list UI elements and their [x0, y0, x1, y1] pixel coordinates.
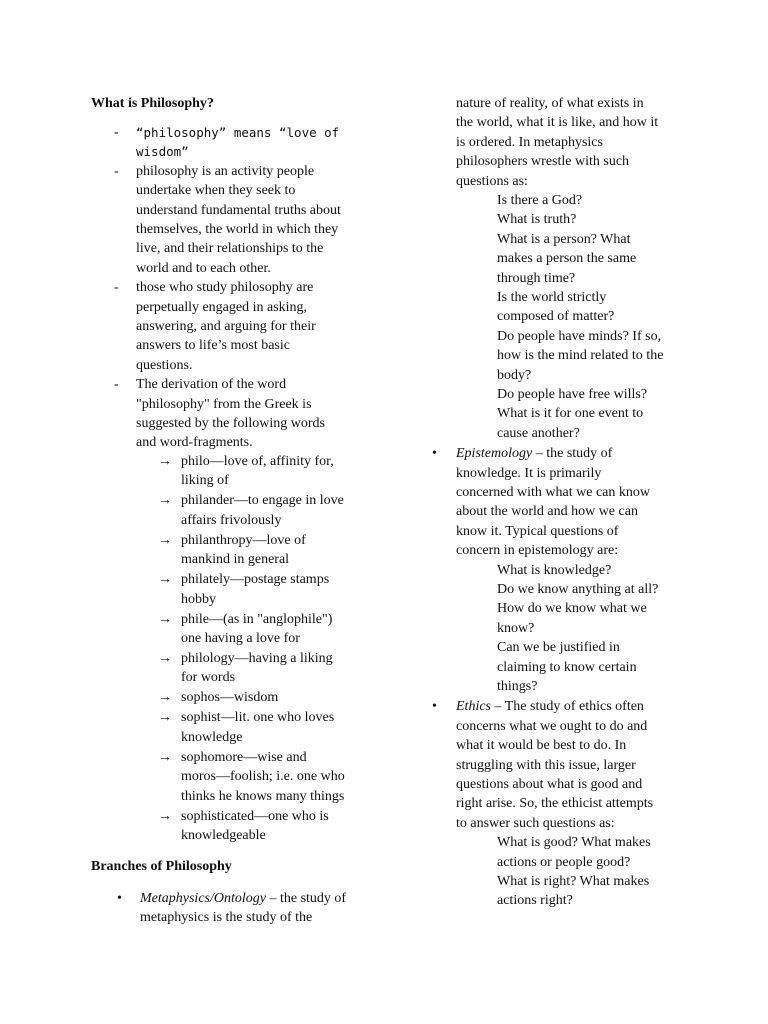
- list-item-line: answering, and arguing for their: [136, 319, 316, 334]
- term-rest: – the study of: [265, 891, 347, 906]
- question-line: What is a person? What: [497, 231, 631, 247]
- paragraph-line: philosophers wrestle with such: [456, 154, 630, 170]
- list-item-line: knowledge: [181, 729, 243, 745]
- paragraph-line: to answer such questions as:: [456, 815, 615, 831]
- page-heading: What is Philosophy?: [91, 96, 214, 111]
- arrow-icon: →: [158, 532, 172, 548]
- paragraph-line: what it would be best to do. In: [456, 738, 627, 754]
- question-line: cause another?: [497, 425, 580, 441]
- list-item-line: The derivation of the word: [136, 377, 287, 393]
- question-line: how is the mind related to the: [497, 348, 664, 364]
- section-heading: Branches of Philosophy: [91, 859, 232, 874]
- dash-marker: -: [114, 377, 119, 393]
- dash-marker: -: [114, 125, 119, 140]
- arrow-icon: →: [158, 454, 172, 469]
- list-item-line: understand fundamental truths about: [136, 202, 341, 218]
- list-item-line: phile—(as in "anglophile"): [181, 611, 333, 627]
- term-epistemology: Epistemology: [456, 446, 533, 462]
- list-item-line: "philosophy" from the Greek is: [136, 396, 312, 412]
- paragraph-line: the world, what it is like, and how it: [456, 115, 659, 131]
- arrow-icon: →: [158, 651, 172, 666]
- paragraph-line: about the world and how we can: [456, 504, 638, 520]
- list-item-line: hobby: [181, 591, 216, 607]
- list-item-line: answers to life’s most basic: [136, 338, 290, 354]
- list-item-line: [140, 889, 346, 908]
- list-item-line: moros—foolish; i.e. one who: [181, 769, 345, 785]
- dash-marker: -: [114, 163, 119, 179]
- question-line: How do we know what we: [497, 601, 647, 617]
- list-item-line: “philosophy” means “love of: [136, 125, 340, 140]
- question-line: Do people have free wills?: [497, 387, 648, 402]
- arrow-icon: →: [158, 808, 172, 824]
- question-line: Is there a God?: [497, 193, 583, 208]
- bullet-marker: •: [432, 699, 437, 715]
- question-line: body?: [497, 367, 532, 383]
- question-line: What is truth?: [497, 212, 577, 228]
- list-item-line: philo—love of, affinity for,: [181, 454, 334, 469]
- list-item-line: mankind in general: [181, 552, 290, 568]
- list-item-line: one having a love for: [181, 631, 300, 646]
- list-item-line: wisdom”: [136, 144, 189, 160]
- list-item-line: undertake when they seek to: [136, 183, 296, 199]
- term-metaphysics: Metaphysics/Ontology: [140, 891, 266, 906]
- list-item-line: themselves, the world in which they: [136, 222, 339, 237]
- question-line: claiming to know certain: [497, 659, 637, 675]
- question-line: Do people have minds? If so,: [497, 328, 662, 344]
- list-item-line: those who study philosophy are: [136, 280, 314, 296]
- list-item-line: philosophy is an activity people: [136, 163, 315, 179]
- arrow-icon: →: [158, 572, 172, 588]
- dash-marker: -: [114, 280, 119, 296]
- question-line: know?: [497, 620, 535, 636]
- question-line: Do we know anything at all?: [497, 582, 659, 597]
- list-item-line: perpetually engaged in asking,: [136, 299, 308, 315]
- list-item-line: questions.: [136, 357, 193, 373]
- paragraph-line: concerns what we ought to do and: [456, 718, 648, 734]
- arrow-icon: →: [158, 611, 172, 627]
- paragraph-line: struggling with this issue, larger: [456, 757, 636, 773]
- question-line: through time?: [497, 270, 576, 286]
- paragraph-line: concerned with what we can know: [456, 485, 650, 500]
- question-line: Can we be justified in: [497, 640, 620, 656]
- paragraph-line: questions about what is good and: [456, 777, 643, 792]
- bullet-marker: •: [432, 446, 437, 462]
- list-item-line: for words: [181, 670, 236, 686]
- list-item-line: philately—postage stamps: [181, 572, 330, 588]
- list-item-line: philanthropy—love of: [181, 532, 306, 548]
- term-ethics: Ethics: [456, 699, 491, 715]
- question-line: What is knowledge?: [497, 562, 612, 578]
- question-line: actions or people good?: [497, 854, 631, 870]
- list-item-line: live, and their relationships to the: [136, 241, 324, 257]
- list-item-line: affairs frivolously: [181, 512, 282, 528]
- list-item-line: sophisticated—one who is: [181, 808, 329, 824]
- paragraph-line: nature of reality, of what exists in: [456, 96, 644, 111]
- paragraph-line: concern in epistemology are:: [456, 543, 619, 559]
- arrow-icon: →: [158, 690, 172, 706]
- arrow-icon: →: [158, 493, 172, 509]
- paragraph-line: knowledge. It is primarily: [456, 465, 602, 481]
- list-item-line: sophist—lit. one who loves: [181, 710, 335, 726]
- list-item-line: sophomore—wise and: [181, 749, 307, 765]
- list-item-line: knowledgeable: [181, 828, 266, 843]
- list-item-line: philology—having a liking: [181, 651, 333, 666]
- list-item-line: suggested by the following words: [136, 416, 325, 431]
- question-line: Is the world strictly: [497, 290, 607, 305]
- term-rest: – The study of ethics often: [491, 699, 644, 715]
- list-item-line: philander—to engage in love: [181, 493, 344, 509]
- list-item-line: sophos—wisdom: [181, 690, 279, 706]
- list-item-line: metaphysics is the study of the: [140, 910, 313, 926]
- list-item-line: [456, 697, 644, 716]
- list-item-line: [456, 444, 612, 463]
- question-line: composed of matter?: [497, 309, 615, 325]
- question-line: makes a person the same: [497, 251, 637, 267]
- arrow-icon: →: [158, 710, 172, 726]
- paragraph-line: is ordered. In metaphysics: [456, 134, 603, 150]
- list-item-line: thinks he knows many things: [181, 788, 345, 804]
- list-item-line: liking of: [181, 473, 229, 489]
- term-rest: – the study of: [532, 446, 613, 462]
- bullet-marker: •: [117, 891, 122, 906]
- question-line: things?: [497, 679, 538, 694]
- question-line: actions right?: [497, 893, 573, 909]
- question-line: What is good? What makes: [497, 835, 651, 851]
- paragraph-line: questions as:: [456, 173, 528, 189]
- arrow-icon: →: [158, 749, 172, 765]
- list-item-line: and word-fragments.: [136, 435, 253, 451]
- paragraph-line: know it. Typical questions of: [456, 523, 619, 539]
- question-line: What is it for one event to: [497, 406, 644, 422]
- question-line: What is right? What makes: [497, 874, 650, 889]
- paragraph-line: right arise. So, the ethicist attempts: [456, 796, 654, 812]
- list-item-line: world and to each other.: [136, 260, 271, 276]
